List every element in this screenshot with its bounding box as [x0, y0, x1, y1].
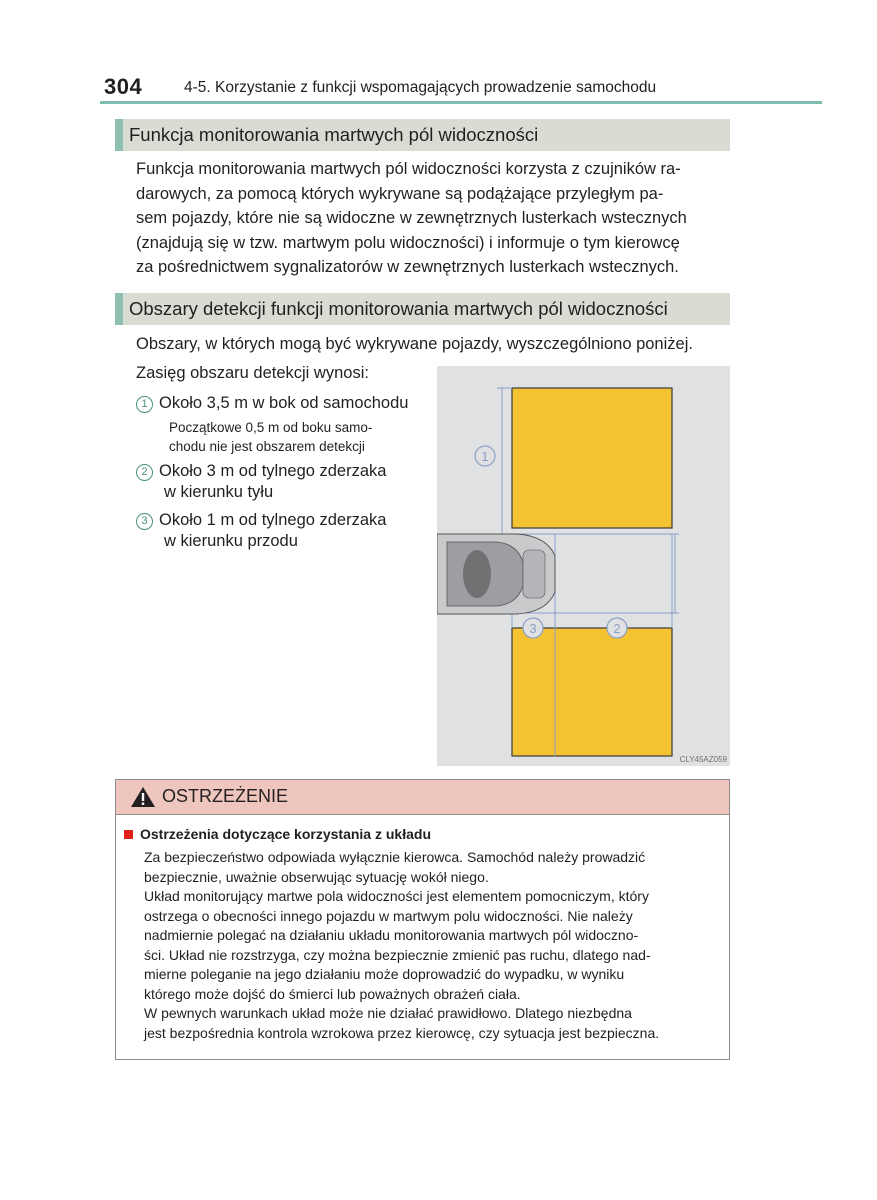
list-item-text: w kierunku tyłu	[164, 483, 274, 501]
list-item-1	[136, 393, 426, 414]
diagram-label-3: 3	[529, 621, 537, 636]
warning-header	[116, 780, 729, 815]
list-item-2	[136, 461, 426, 503]
text-line: (znajdują się w tzw. martwym polu widoczności) i informuje o tym kierowcę	[136, 233, 680, 252]
warning-triangle-icon	[130, 786, 156, 808]
warning-subtitle	[124, 826, 431, 842]
detection-area-diagram	[437, 366, 730, 766]
section-heading-blind-spot-monitor: Funkcja monitorowania martwych pól widoczności	[115, 119, 730, 151]
list-item-text: Około 1 m od tylnego zderzaka	[159, 511, 387, 529]
red-bullet-icon	[124, 830, 133, 839]
text-line: za pośrednictwem sygnalizatorów w zewnętrznych lusterkach wstecznych.	[136, 258, 679, 276]
list-item-text: Około 3 m od tylnego zderzaka	[159, 462, 387, 480]
list-item-text: w kierunku przodu	[164, 532, 298, 550]
text-line: darowych, za pomocą których wykrywane są podążające przyległym pa-	[136, 184, 664, 203]
warning-line: bezpiecznie, uważnie obserwując sytuację wokół niego.	[144, 868, 489, 885]
warning-text	[144, 848, 716, 1043]
warning-line: Za bezpieczeństwo odpowiada wyłącznie kierowca. Samochód należy prowadzić	[144, 849, 646, 865]
warning-line: W pewnych warunkach układ może nie działać prawidłowo. Dlatego niezbędna	[144, 1005, 632, 1021]
warning-title: OSTRZEŻENIE	[162, 786, 289, 806]
list-item-text: Około 3,5 m w bok od samochodu	[159, 394, 409, 412]
number-1-badge: 1	[136, 396, 153, 413]
warning-box	[115, 779, 730, 1060]
warning-subtitle-text: Ostrzeżenia dotyczące korzystania z układu	[140, 826, 431, 842]
range-label: Zasięg obszaru detekcji wynosi:	[136, 364, 369, 382]
detection-zone-rear	[512, 628, 672, 756]
detection-intro: Obszary, w których mogą być wykrywane pojazdy, wyszczególniono poniżej.	[136, 335, 693, 353]
warning-line: ści. Układ nie rozstrzyga, czy można bezpiecznie zmienić pas ruchu, dlatego nad-	[144, 946, 651, 963]
detection-zone-side	[512, 388, 672, 528]
number-2-badge: 2	[136, 464, 153, 481]
warning-line: jest bezpośrednia kontrola wzrokowa przez kierowcę, czy sytuacja jest bezpieczna.	[144, 1024, 660, 1041]
warning-line: nadmiernie polegać na działaniu układu monitorowania martwych pól widoczno-	[144, 927, 639, 943]
warning-line: mierne poleganie na jego działaniu może doprowadzić do wypadku, w wyniku	[144, 966, 625, 982]
text-line: Funkcja monitorowania martwych pól widoczności korzysta z czujników ra-	[136, 160, 681, 178]
list-item-1-note	[169, 418, 423, 456]
diagram-label-1: 1	[481, 449, 489, 464]
page-header	[100, 72, 822, 102]
page-number: 304	[104, 74, 143, 99]
number-3-badge: 3	[136, 513, 153, 530]
note-line: chodu nie jest obszarem detekcji	[169, 439, 365, 454]
diagram-svg	[437, 366, 730, 766]
warning-line: ostrzega o obecności innego pojazdu w martwym polu widoczności. Nie należy	[144, 907, 633, 924]
text-line: sem pojazdy, które nie są widoczne w zewnętrznych lusterkach wstecznych	[136, 209, 687, 227]
diagram-code: CLY45AZ059	[679, 755, 727, 764]
car-top-view	[437, 534, 555, 614]
note-line: Początkowe 0,5 m od boku samo-	[169, 420, 373, 435]
list-item-3	[136, 510, 426, 552]
section1-paragraph	[136, 157, 730, 280]
warning-line: Układ monitorujący martwe pola widoczności jest elementem pomocniczym, który	[144, 888, 649, 904]
chapter-title: 4-5. Korzystanie z funkcji wspomagających prowadzenie samochodu	[184, 79, 657, 96]
warning-line: którego może dojść do śmierci lub poważnych obrażeń ciała.	[144, 985, 521, 1002]
header-rule	[100, 101, 822, 104]
diagram-label-2: 2	[613, 621, 621, 636]
section-heading-detection-areas: Obszary detekcji funkcji monitorowania martwych pól widoczności	[115, 293, 730, 325]
